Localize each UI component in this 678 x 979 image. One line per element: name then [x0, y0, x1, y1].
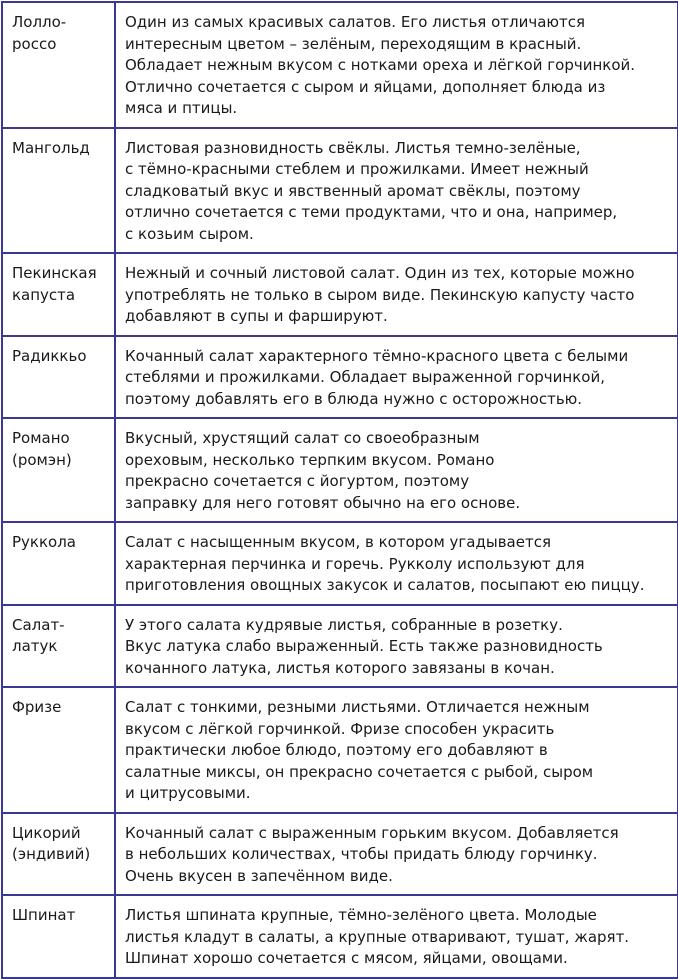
salad-description: Салат с тонкими, резными листьями. Отличается нежным вкусом с лёгкой горчинкой. Фризе способен украсить практически любое блюдо, поэтому его добавляют в салатные миксы, он прекрасно сочетается с рыбой, сыром и цитрусовыми.	[115, 687, 678, 813]
salad-name: Шпинат	[2, 895, 115, 978]
table-row	[2, 418, 678, 522]
table-row	[2, 813, 678, 896]
salad-name: Лолло- россо	[2, 2, 115, 128]
table-row	[2, 687, 678, 813]
salad-name: Романо (ромэн)	[2, 418, 115, 522]
salad-name: Цикорий (эндивий)	[2, 813, 115, 896]
salad-table	[1, 1, 678, 979]
salad-name: Пекинская капуста	[2, 253, 115, 336]
salad-name: Руккола	[2, 522, 115, 605]
salad-name: Мангольд	[2, 128, 115, 254]
table-row	[2, 605, 678, 688]
table-row	[2, 2, 678, 128]
table-row	[2, 128, 678, 254]
salad-description: Кочанный салат характерного тёмно-красного цвета с белыми стеблями и прожилками. Обладает выраженной горчинкой, поэтому добавлять его в блюда нужно с осторожностью.	[115, 336, 678, 419]
table-row	[2, 253, 678, 336]
salad-name: Салат- латук	[2, 605, 115, 688]
salad-name: Фризе	[2, 687, 115, 813]
salad-description: Кочанный салат с выраженным горьким вкусом. Добавляется в небольших количествах, чтобы придать блюду горчинку. Очень вкусен в запечённом виде.	[115, 813, 678, 896]
salad-name: Радиккьо	[2, 336, 115, 419]
table-row	[2, 336, 678, 419]
salad-description: У этого салата кудрявые листья, собранные в розетку. Вкус латука слабо выраженный. Есть также разновидность кочанного латука, листья которого завязаны в кочан.	[115, 605, 678, 688]
salad-description: Один из самых красивых салатов. Его листья отличаются интересным цветом – зелёным, переходящим в красный. Обладает нежным вкусом с нотками ореха и лёгкой горчинкой. Отлично сочетается с сыром и яйцами, дополняет блюда из мяса и птицы.	[115, 2, 678, 128]
salad-description: Салат с насыщенным вкусом, в котором угадывается характерная перчинка и горечь. Рукколу используют для приготовления овощных закусок и салатов, посыпают ею пиццу.	[115, 522, 678, 605]
salad-description: Вкусный, хрустящий салат со своеобразным ореховым, несколько терпким вкусом. Романо прекрасно сочетается с йогуртом, поэтому заправку для него готовят обычно на его основе.	[115, 418, 678, 522]
salad-description: Листья шпината крупные, тёмно-зелёного цвета. Молодые листья кладут в салаты, а крупные отваривают, тушат, жарят. Шпинат хорошо сочетается с мясом, яйцами, овощами.	[115, 895, 678, 978]
table-row	[2, 522, 678, 605]
salad-description: Нежный и сочный листовой салат. Один из тех, которые можно употреблять не только в сыром виде. Пекинскую капусту часто добавляют в супы и фаршируют.	[115, 253, 678, 336]
table-row	[2, 895, 678, 978]
salad-description: Листовая разновидность свёклы. Листья темно-зелёные, с тёмно-красными стеблем и прожилками. Имеет нежный сладковатый вкус и явственный аромат свёклы, поэтому отлично сочетается с теми продуктами, что и она, например, с козьим сыром.	[115, 128, 678, 254]
